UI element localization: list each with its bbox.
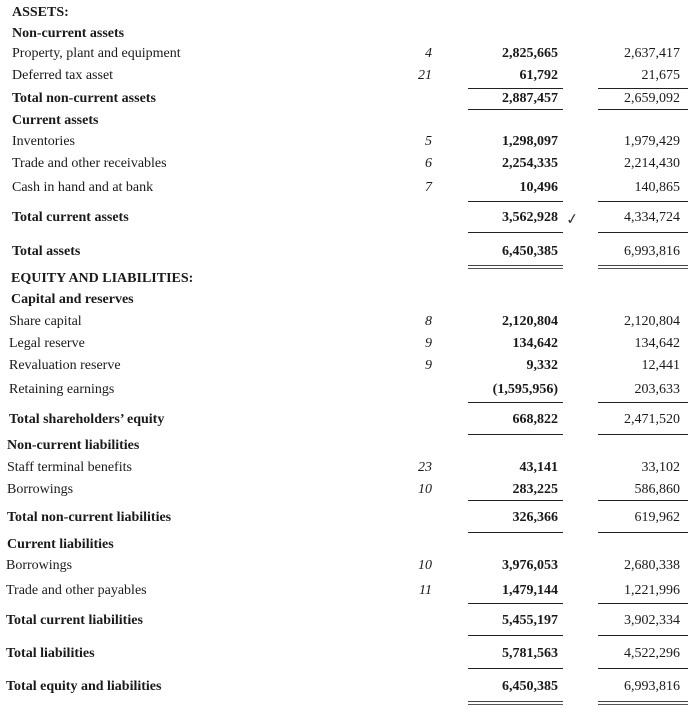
table-row [0,357,697,377]
current-value: 61,792 [519,68,558,83]
note-ref: 9 [425,336,432,351]
current-value: (1,595,956) [492,382,558,397]
assets-heading-row [0,4,697,24]
subtotal-rule [468,402,563,403]
row-label: Total shareholders’ equity [9,412,165,427]
total-rule [598,434,688,435]
previous-value: 203,633 [634,382,680,397]
table-row [0,155,697,175]
previous-value: 6,993,816 [624,679,680,694]
non-current-assets-heading-row [0,25,697,45]
note-ref: 4 [425,46,432,61]
previous-value: 21,675 [641,68,680,83]
table-row [0,335,697,355]
current-value: 9,332 [526,358,558,373]
double-total-rule [598,701,688,705]
previous-value: 4,334,724 [624,210,680,225]
double-total-rule [468,701,563,705]
table-row-total [0,645,697,665]
table-row [0,459,697,479]
subtotal-rule [598,402,688,403]
assets-heading: ASSETS: [12,5,69,20]
subtotal-rule [598,201,688,202]
table-row-total [0,90,697,110]
handwritten-tick-mark: ✓ [564,209,580,229]
note-ref: 10 [418,482,432,497]
total-rule [468,232,563,233]
capital-reserves-heading-row [0,291,697,311]
row-label: Inventories [12,134,75,149]
previous-value: 586,860 [634,482,680,497]
double-total-rule [598,265,688,269]
current-value: 6,450,385 [502,679,558,694]
table-row [0,179,697,199]
previous-value: 2,214,430 [624,156,680,171]
current-liabilities-heading: Current liabilities [7,537,114,552]
current-value: 6,450,385 [502,244,558,259]
non-current-assets-heading: Non-current assets [12,26,125,41]
equity-liabilities-heading-row [0,270,697,290]
capital-reserves-heading: Capital and reserves [11,292,134,307]
total-rule [598,668,688,669]
double-total-rule [468,265,563,269]
previous-value: 33,102 [641,460,680,475]
row-label: Revaluation reserve [9,358,121,373]
current-value: 2,887,457 [502,91,558,106]
row-label: Total equity and liabilities [6,679,162,694]
current-liabilities-heading-row [0,536,697,556]
table-row-total [0,509,697,529]
subtotal-rule [468,88,563,89]
row-label: Total current assets [12,210,129,225]
total-rule [468,668,563,669]
table-row [0,45,697,65]
subtotal-rule [468,500,563,501]
current-value: 1,479,144 [502,583,558,598]
row-label: Borrowings [6,558,73,573]
total-rule [468,635,563,636]
table-row-grand-total [0,243,697,263]
note-ref: 21 [418,68,432,83]
total-rule [468,434,563,435]
note-ref: 9 [425,358,432,373]
subtotal-rule [598,500,688,501]
total-rule [468,532,563,533]
table-row [0,582,697,602]
row-label: Total non-current assets [12,91,156,106]
previous-value: 6,993,816 [624,244,680,259]
total-rule [598,635,688,636]
current-value: 134,642 [512,336,558,351]
current-value: 5,781,563 [502,646,558,661]
row-label: Total current liabilities [6,613,143,628]
row-label: Staff terminal benefits [7,460,132,475]
table-row-grand-total [0,678,697,698]
note-ref: 11 [419,583,432,598]
row-label: Property, plant and equipment [12,46,181,61]
previous-value: 2,637,417 [624,46,680,61]
row-label: Retaining earnings [9,382,115,397]
current-value: 43,141 [519,460,558,475]
table-row [0,381,697,401]
equity-liabilities-heading: EQUITY AND LIABILITIES: [11,271,194,286]
current-value: 326,366 [512,510,558,525]
row-label: Cash in hand and at bank [12,180,154,195]
row-label: Share capital [9,314,82,329]
current-value: 3,562,928 [502,210,558,225]
subtotal-rule [468,603,563,604]
previous-value: 2,471,520 [624,412,680,427]
row-label: Total liabilities [6,646,95,661]
previous-value: 4,522,296 [624,646,680,661]
row-label: Legal reserve [9,336,85,351]
current-assets-heading: Current assets [12,113,99,128]
previous-value: 2,680,338 [624,558,680,573]
current-value: 1,298,097 [502,134,558,149]
total-rule [598,232,688,233]
row-label: Trade and other payables [6,583,147,598]
row-label: Total non-current liabilities [7,510,172,525]
note-ref: 6 [425,156,432,171]
previous-value: 1,979,429 [624,134,680,149]
total-rule [598,532,688,533]
subtotal-rule [468,201,563,202]
current-assets-heading-row [0,112,697,132]
previous-value: 1,221,996 [624,583,680,598]
table-row-total [0,209,697,229]
subtotal-rule [598,88,688,89]
subtotal-rule [598,603,688,604]
note-ref: 5 [425,134,432,149]
note-ref: 10 [418,558,432,573]
previous-value: 140,865 [634,180,680,195]
previous-value: 2,120,804 [624,314,680,329]
previous-value: 12,441 [641,358,680,373]
current-value: 2,254,335 [502,156,558,171]
row-label: Trade and other receivables [12,156,167,171]
current-value: 10,496 [519,180,558,195]
table-row [0,313,697,333]
current-value: 3,976,053 [502,558,558,573]
current-value: 2,120,804 [502,314,558,329]
table-row [0,67,697,87]
table-row [0,557,697,577]
current-value: 668,822 [512,412,558,427]
row-label: Borrowings [7,482,74,497]
table-row [0,481,697,501]
table-row-total [0,612,697,632]
current-value: 2,825,665 [502,46,558,61]
previous-value: 3,902,334 [624,613,680,628]
previous-value: 2,659,092 [624,91,680,106]
total-rule [468,109,563,110]
previous-value: 134,642 [634,336,680,351]
non-current-liabilities-heading-row [0,437,697,457]
current-value: 5,455,197 [502,613,558,628]
note-ref: 7 [425,180,432,195]
table-row-total [0,411,697,431]
row-label: Total assets [12,244,81,259]
table-row [0,133,697,153]
current-value: 283,225 [512,482,558,497]
note-ref: 23 [418,460,432,475]
row-label: Deferred tax asset [12,68,114,83]
previous-value: 619,962 [634,510,680,525]
non-current-liabilities-heading: Non-current liabilities [7,438,140,453]
total-rule [598,109,688,110]
note-ref: 8 [425,314,432,329]
